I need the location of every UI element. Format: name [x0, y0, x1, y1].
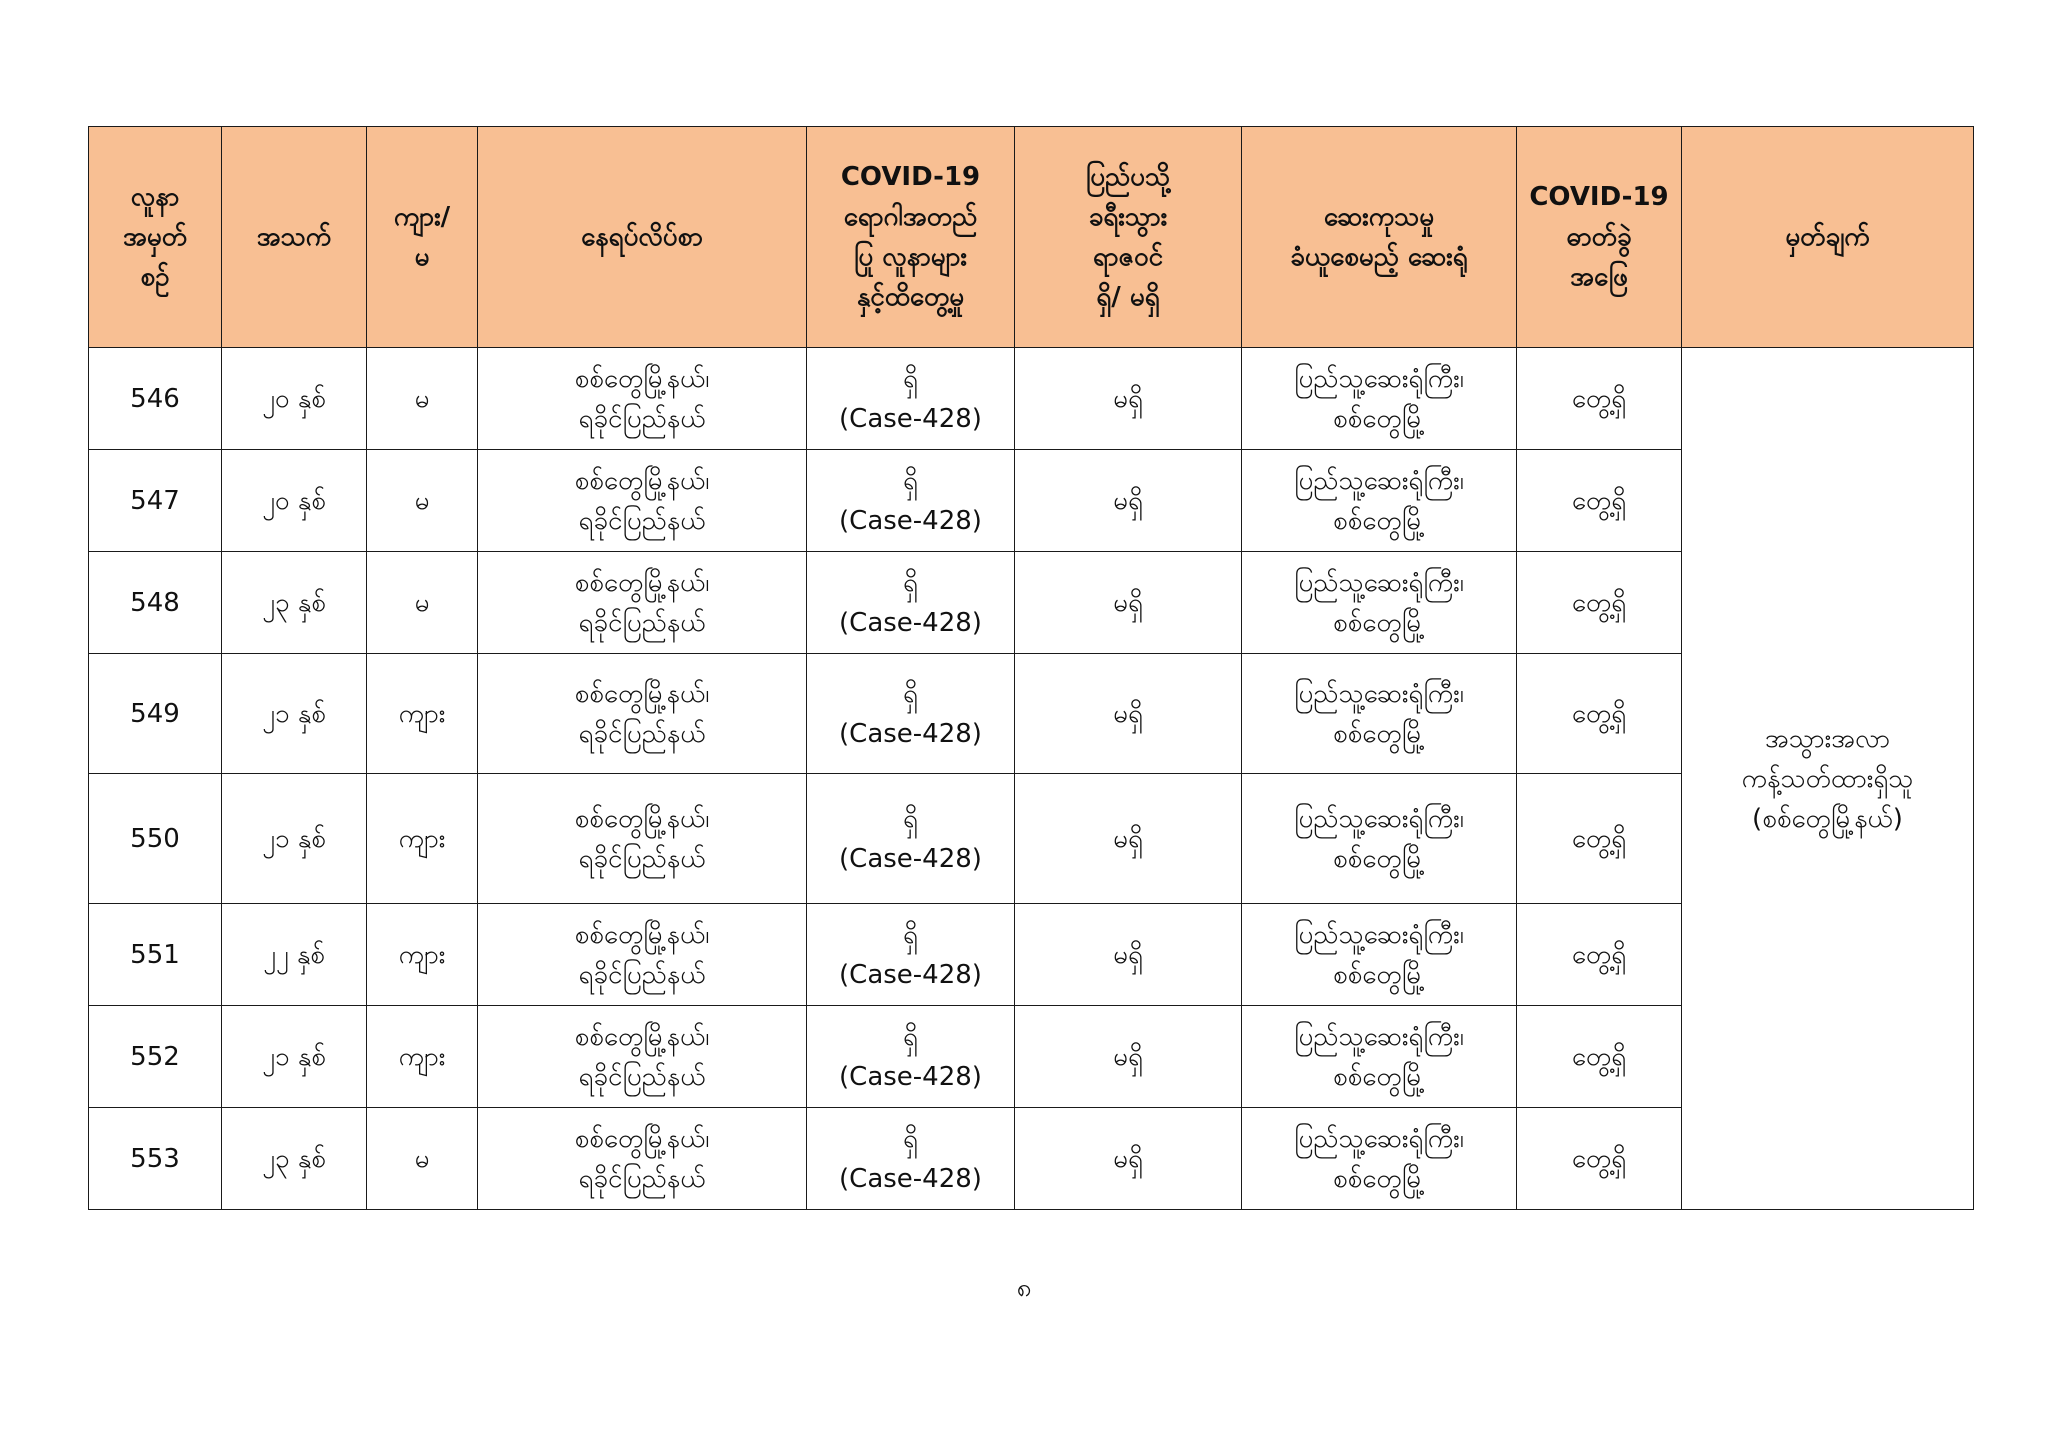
case-number-cell-text: 548	[130, 587, 180, 618]
hospital-cell	[1242, 348, 1517, 450]
contact-cell-text: ရှိ	[903, 1021, 918, 1052]
contact-cell	[807, 450, 1015, 552]
case-number-cell-text: 547	[130, 485, 180, 516]
travel-cell-text: မရှိ	[1113, 823, 1143, 854]
case-number-cell	[89, 552, 222, 654]
address-cell	[478, 1108, 807, 1210]
hospital-cell-text: ပြည်သူ့ဆေးရုံကြီး၊	[1294, 803, 1464, 834]
hospital-cell-text: စစ်တွေမြို့	[1333, 843, 1425, 874]
hospital-cell-text: ပြည်သူ့ဆေးရုံကြီး၊	[1294, 919, 1464, 950]
contact-cell-text: (Case-428)	[839, 505, 982, 536]
page-number: ၈	[1016, 1273, 1032, 1303]
address-cell-text: စစ်တွေမြို့နယ်၊	[574, 1021, 710, 1052]
case-number-cell-text: 552	[130, 1041, 180, 1072]
age-cell-text: ၂၀ နှစ်	[262, 383, 326, 414]
lab-result-cell-text: တွေ့ရှိ	[1571, 823, 1627, 854]
remark-text: အသွားအလာ	[1764, 723, 1891, 754]
hospital-cell	[1242, 552, 1517, 654]
sex-cell-text: ကျား	[398, 698, 446, 729]
address-cell-text: စစ်တွေမြို့နယ်၊	[574, 803, 710, 834]
lab-result-cell-text: တွေ့ရှိ	[1571, 939, 1627, 970]
table-header-row	[89, 127, 1974, 348]
lab-result-cell	[1517, 1006, 1682, 1108]
age-cell-text: ၂၁ နှစ်	[262, 823, 326, 854]
travel-cell-text: မရှိ	[1113, 587, 1143, 618]
travel-cell	[1015, 1108, 1242, 1210]
age-cell	[222, 348, 367, 450]
address-cell-text: ရခိုင်ပြည်နယ်	[578, 403, 706, 434]
travel-cell	[1015, 774, 1242, 904]
travel-cell-text: မရှိ	[1113, 383, 1143, 414]
address-cell	[478, 552, 807, 654]
hospital-cell	[1242, 450, 1517, 552]
header-lab-result: COVID-19 ဓာတ်ခွဲ အဖြေ	[1517, 127, 1682, 348]
sex-cell	[367, 1006, 478, 1108]
address-cell-text: စစ်တွေမြို့နယ်၊	[574, 919, 710, 950]
hospital-cell-text: စစ်တွေမြို့	[1333, 505, 1425, 536]
sex-cell-text: မ	[414, 1143, 430, 1174]
contact-cell	[807, 1006, 1015, 1108]
contact-cell-text: ရှိ	[903, 678, 918, 709]
lab-result-cell	[1517, 1108, 1682, 1210]
sex-cell	[367, 450, 478, 552]
address-cell	[478, 904, 807, 1006]
travel-cell-text: မရှိ	[1113, 698, 1143, 729]
header-age: အသက်	[222, 127, 367, 348]
contact-cell	[807, 552, 1015, 654]
sex-cell-text: ကျား	[398, 1041, 446, 1072]
header-travel-history: ပြည်ပသို့ ခရီးသွား ရာဇဝင် ရှိ/ မရှိ	[1015, 127, 1242, 348]
remark-text: (စစ်တွေမြို့နယ်)	[1752, 803, 1903, 834]
sex-cell	[367, 774, 478, 904]
address-cell-text: စစ်တွေမြို့နယ်၊	[574, 465, 710, 496]
travel-cell	[1015, 450, 1242, 552]
contact-cell	[807, 1108, 1015, 1210]
case-number-cell-text: 546	[130, 383, 180, 414]
header-contact: COVID-19 ရောဂါအတည် ပြု လူနာများ နှင့်ထိတွေ့မှု	[807, 127, 1015, 348]
lab-result-cell	[1517, 450, 1682, 552]
contact-cell-text: (Case-428)	[839, 718, 982, 749]
address-cell-text: ရခိုင်ပြည်နယ်	[578, 505, 706, 536]
age-cell-text: ၂၃ နှစ်	[262, 1143, 326, 1174]
sex-cell-text: မ	[414, 587, 430, 618]
remark-cell	[1682, 348, 1974, 1210]
case-table	[88, 126, 1974, 1210]
address-cell	[478, 774, 807, 904]
contact-cell-text: ရှိ	[903, 919, 918, 950]
case-number-cell	[89, 904, 222, 1006]
contact-cell	[807, 774, 1015, 904]
hospital-cell-text: ပြည်သူ့ဆေးရုံကြီး၊	[1294, 465, 1464, 496]
sex-cell	[367, 552, 478, 654]
remark-text: ကန့်သတ်ထားရှိသူ	[1741, 763, 1914, 794]
lab-result-cell-text: တွေ့ရှိ	[1571, 698, 1627, 729]
hospital-cell	[1242, 654, 1517, 774]
lab-result-cell-text: တွေ့ရှိ	[1571, 1143, 1627, 1174]
age-cell	[222, 1108, 367, 1210]
lab-result-cell	[1517, 774, 1682, 904]
hospital-cell-text: ပြည်သူ့ဆေးရုံကြီး၊	[1294, 1021, 1464, 1052]
age-cell	[222, 552, 367, 654]
case-number-cell-text: 551	[130, 939, 180, 970]
case-number-cell	[89, 450, 222, 552]
contact-cell-text: (Case-428)	[839, 1163, 982, 1194]
lab-result-cell	[1517, 552, 1682, 654]
travel-cell-text: မရှိ	[1113, 1143, 1143, 1174]
lab-result-cell-text: တွေ့ရှိ	[1571, 587, 1627, 618]
header-hospital: ဆေးကုသမှု ခံယူစေမည့် ဆေးရုံ	[1242, 127, 1517, 348]
age-cell-text: ၂၂ နှစ်	[263, 939, 325, 970]
hospital-cell-text: စစ်တွေမြို့	[1333, 1061, 1425, 1092]
travel-cell-text: မရှိ	[1113, 485, 1143, 516]
age-cell-text: ၂၀ နှစ်	[262, 485, 326, 516]
contact-cell-text: ရှိ	[903, 363, 918, 394]
address-cell-text: ရခိုင်ပြည်နယ်	[578, 607, 706, 638]
header-sex: ကျား/ မ	[367, 127, 478, 348]
case-table-body	[89, 348, 1974, 1210]
age-cell-text: ၂၁ နှစ်	[262, 698, 326, 729]
case-number-cell	[89, 348, 222, 450]
travel-cell-text: မရှိ	[1113, 939, 1143, 970]
hospital-cell-text: စစ်တွေမြို့	[1333, 959, 1425, 990]
age-cell	[222, 1006, 367, 1108]
travel-cell	[1015, 348, 1242, 450]
hospital-cell-text: ပြည်သူ့ဆေးရုံကြီး၊	[1294, 678, 1464, 709]
address-cell	[478, 1006, 807, 1108]
contact-cell	[807, 904, 1015, 1006]
hospital-cell	[1242, 1006, 1517, 1108]
sex-cell	[367, 348, 478, 450]
contact-cell-text: ရှိ	[903, 1123, 918, 1154]
address-cell	[478, 654, 807, 774]
lab-result-cell-text: တွေ့ရှိ	[1571, 1041, 1627, 1072]
case-number-cell	[89, 1108, 222, 1210]
sex-cell	[367, 1108, 478, 1210]
contact-cell	[807, 654, 1015, 774]
address-cell-text: စစ်တွေမြို့နယ်၊	[574, 567, 710, 598]
address-cell-text: ရခိုင်ပြည်နယ်	[578, 1061, 706, 1092]
age-cell-text: ၂၃ နှစ်	[262, 587, 326, 618]
contact-cell-text: (Case-428)	[839, 607, 982, 638]
hospital-cell-text: ပြည်သူ့ဆေးရုံကြီး၊	[1294, 567, 1464, 598]
hospital-cell-text: စစ်တွေမြို့	[1333, 1163, 1425, 1194]
address-cell-text: ရခိုင်ပြည်နယ်	[578, 1163, 706, 1194]
hospital-cell-text: စစ်တွေမြို့	[1333, 607, 1425, 638]
sex-cell-text: ကျား	[398, 823, 446, 854]
address-cell-text: စစ်တွေမြို့နယ်၊	[574, 363, 710, 394]
hospital-cell	[1242, 904, 1517, 1006]
lab-result-cell	[1517, 348, 1682, 450]
case-number-cell-text: 550	[130, 823, 180, 854]
address-cell-text: ရခိုင်ပြည်နယ်	[578, 718, 706, 749]
header-remark: မှတ်ချက်	[1682, 127, 1974, 348]
contact-cell-text: (Case-428)	[839, 403, 982, 434]
lab-result-cell-text: တွေ့ရှိ	[1571, 383, 1627, 414]
age-cell	[222, 654, 367, 774]
address-cell-text: ရခိုင်ပြည်နယ်	[578, 843, 706, 874]
address-cell	[478, 450, 807, 552]
contact-cell-text: ရှိ	[903, 465, 918, 496]
address-cell-text: စစ်တွေမြို့နယ်၊	[574, 1123, 710, 1154]
case-number-cell	[89, 1006, 222, 1108]
age-cell	[222, 774, 367, 904]
lab-result-cell	[1517, 654, 1682, 774]
address-cell	[478, 348, 807, 450]
sex-cell	[367, 654, 478, 774]
contact-cell-text: ရှိ	[903, 567, 918, 598]
hospital-cell	[1242, 1108, 1517, 1210]
case-number-cell	[89, 654, 222, 774]
header-case-no: လူနာ အမှတ် စဉ်	[89, 127, 222, 348]
hospital-cell-text: စစ်တွေမြို့	[1333, 403, 1425, 434]
lab-result-cell	[1517, 904, 1682, 1006]
contact-cell-text: (Case-428)	[839, 843, 982, 874]
sex-cell-text: ကျား	[398, 939, 446, 970]
travel-cell-text: မရှိ	[1113, 1041, 1143, 1072]
age-cell	[222, 450, 367, 552]
address-cell-text: ရခိုင်ပြည်နယ်	[578, 959, 706, 990]
sex-cell	[367, 904, 478, 1006]
lab-result-cell-text: တွေ့ရှိ	[1571, 485, 1627, 516]
contact-cell-text: ရှိ	[903, 803, 918, 834]
hospital-cell-text: ပြည်သူ့ဆေးရုံကြီး၊	[1294, 363, 1464, 394]
travel-cell	[1015, 552, 1242, 654]
address-cell-text: စစ်တွေမြို့နယ်၊	[574, 678, 710, 709]
contact-cell-text: (Case-428)	[839, 959, 982, 990]
hospital-cell	[1242, 774, 1517, 904]
age-cell	[222, 904, 367, 1006]
hospital-cell-text: စစ်တွေမြို့	[1333, 718, 1425, 749]
travel-cell	[1015, 654, 1242, 774]
case-number-cell-text: 553	[130, 1143, 180, 1174]
sex-cell-text: မ	[414, 485, 430, 516]
case-number-cell-text: 549	[130, 698, 180, 729]
hospital-cell-text: ပြည်သူ့ဆေးရုံကြီး၊	[1294, 1123, 1464, 1154]
travel-cell	[1015, 1006, 1242, 1108]
header-address: နေရပ်လိပ်စာ	[478, 127, 807, 348]
table-row	[89, 348, 1974, 450]
age-cell-text: ၂၁ နှစ်	[262, 1041, 326, 1072]
case-number-cell	[89, 774, 222, 904]
contact-cell-text: (Case-428)	[839, 1061, 982, 1092]
contact-cell	[807, 348, 1015, 450]
travel-cell	[1015, 904, 1242, 1006]
sex-cell-text: မ	[414, 383, 430, 414]
